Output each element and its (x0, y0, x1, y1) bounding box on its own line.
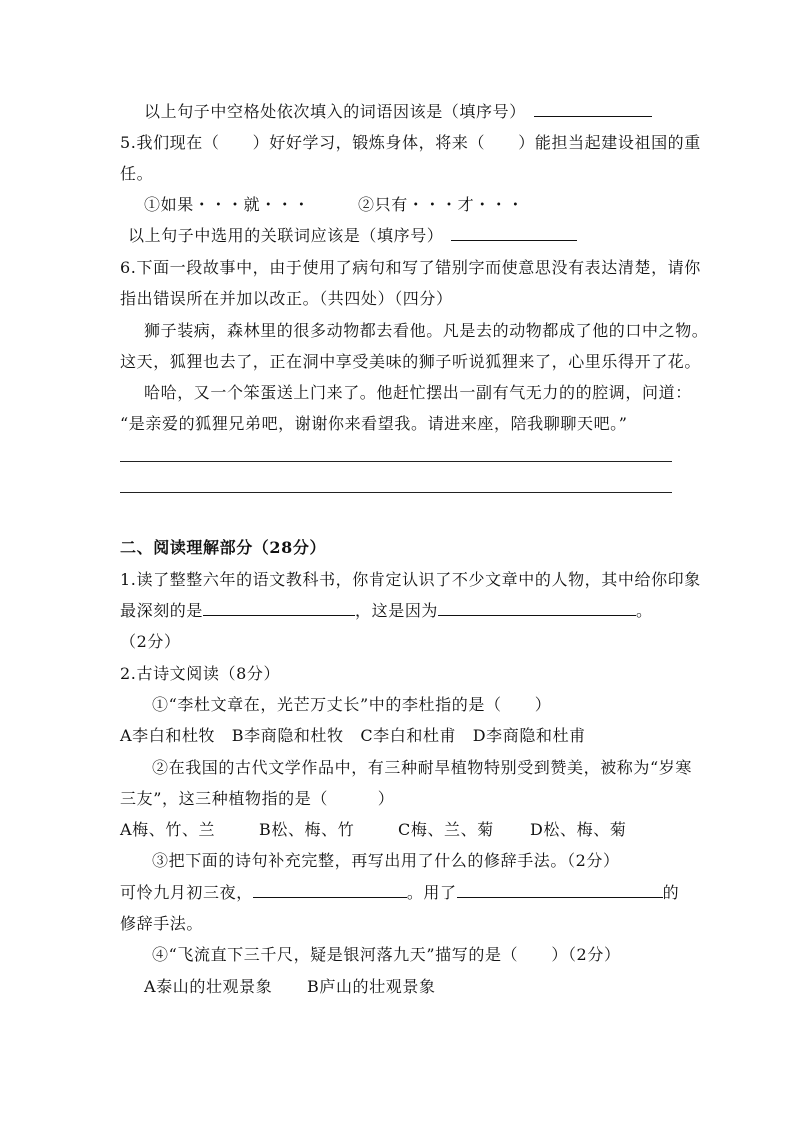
reading-q2-2-option-d: D松、梅、菊 (530, 820, 627, 839)
reading-q1-points: （2分） (120, 632, 181, 651)
answer-blank[interactable] (438, 601, 636, 616)
answer-blank[interactable] (451, 226, 577, 241)
question-6-line1: 6.下面一段故事中，由于使用了病句和写了错别字而使意思没有表达清楚，请你 (120, 258, 701, 277)
reading-q2-1-options: A李白和杜牧 B李商隐和杜牧 C李白和杜甫 D李商隐和杜甫 (120, 726, 586, 745)
question-5-instruction-text: 以上句子中选用的关联词应该是（填序号） (128, 226, 444, 245)
reading-q2-2-option-b: B松、梅、竹 (259, 820, 355, 839)
story-line-1: 狮子装病，森林里的很多动物都去看他。凡是去的动物都成了他的口中之物。 (144, 321, 709, 340)
question-6-line2: 指出错误所在并加以改正。（共四处）（四分） (120, 289, 453, 308)
reading-q1-end: 。 (636, 601, 653, 620)
reading-q2-3-fill-line (120, 883, 679, 903)
story-line-4: “是亲爱的狐狸兄弟吧，谢谢你来看望我。请进来座，陪我聊聊天吧。” (120, 414, 628, 433)
answer-blank[interactable] (203, 601, 355, 616)
reading-q1-line2 (120, 601, 653, 621)
poem-prefix: 可怜九月初三夜， (120, 883, 253, 902)
answer-blank[interactable] (457, 883, 663, 898)
fill-instruction (144, 102, 652, 122)
question-5-option-2: ②只有・・・才・・・ (358, 195, 525, 214)
answer-blank[interactable] (534, 102, 652, 117)
reading-q1-prefix: 最深刻的是 (120, 601, 204, 620)
answer-line-1[interactable] (120, 461, 672, 462)
reading-q2-1: ①“李杜文章在，光芒万丈长”中的李杜指的是（ ） (152, 695, 552, 714)
reading-q2-2-option-c: C梅、兰、菊 (398, 820, 494, 839)
reading-q2-4-option-a: A泰山的壮观景象 (144, 977, 273, 996)
reading-q1-line1: 1.读了整整六年的语文教科书，你肯定认识了不少文章中的人物，其中给你印象 (120, 570, 701, 589)
question-5-line2: 任。 (120, 164, 154, 183)
question-5-option-1: ①如果・・・就・・・ (144, 195, 311, 214)
reading-q1-middle: ，这是因为 (355, 601, 439, 620)
reading-q2-3: ③把下面的诗句补充完整，再写出用了什么的修辞手法。（2分） (152, 851, 620, 870)
poem-middle: 。用了 (406, 883, 457, 902)
reading-q2-2-line2: 三友”，这三种植物指的是（ ） (120, 789, 395, 808)
reading-q2-2-line1: ②在我国的古代文学作品中，有三种耐旱植物特别受到赞美，被称为“岁寒 (152, 758, 692, 777)
question-5-line1: 5.我们现在（ ）好好学习，锻炼身体，将来（ ）能担当起建设祖国的重 (120, 133, 701, 152)
section-heading: 二、阅读理解部分（28分） (120, 538, 327, 557)
question-5-instruction (128, 226, 577, 246)
reading-q2-title: 2.古诗文阅读（8分） (120, 664, 281, 683)
poem-end: 的 (662, 883, 680, 902)
reading-q2-2-option-a: A梅、竹、兰 (120, 820, 216, 839)
reading-q2-4: ④“飞流直下三千尺，疑是银河落九天”描写的是（ ）（2分） (152, 945, 621, 964)
story-line-2: 这天，狐狸也去了，正在洞中享受美味的狮子听说狐狸来了，心里乐得开了花。 (120, 352, 702, 371)
story-line-3: 哈哈，又一个笨蛋送上门来了。他赶忙摆出一副有气无力的的腔调，问道： (144, 383, 692, 402)
answer-line-2[interactable] (120, 492, 672, 493)
answer-blank[interactable] (253, 883, 407, 898)
reading-q2-3-line2: 修辞手法。 (120, 914, 204, 933)
reading-q2-4-option-b: B庐山的壮观景象 (307, 977, 436, 996)
fill-instruction-text: 以上句子中空格处依次填入的词语因该是（填序号） (144, 102, 526, 121)
